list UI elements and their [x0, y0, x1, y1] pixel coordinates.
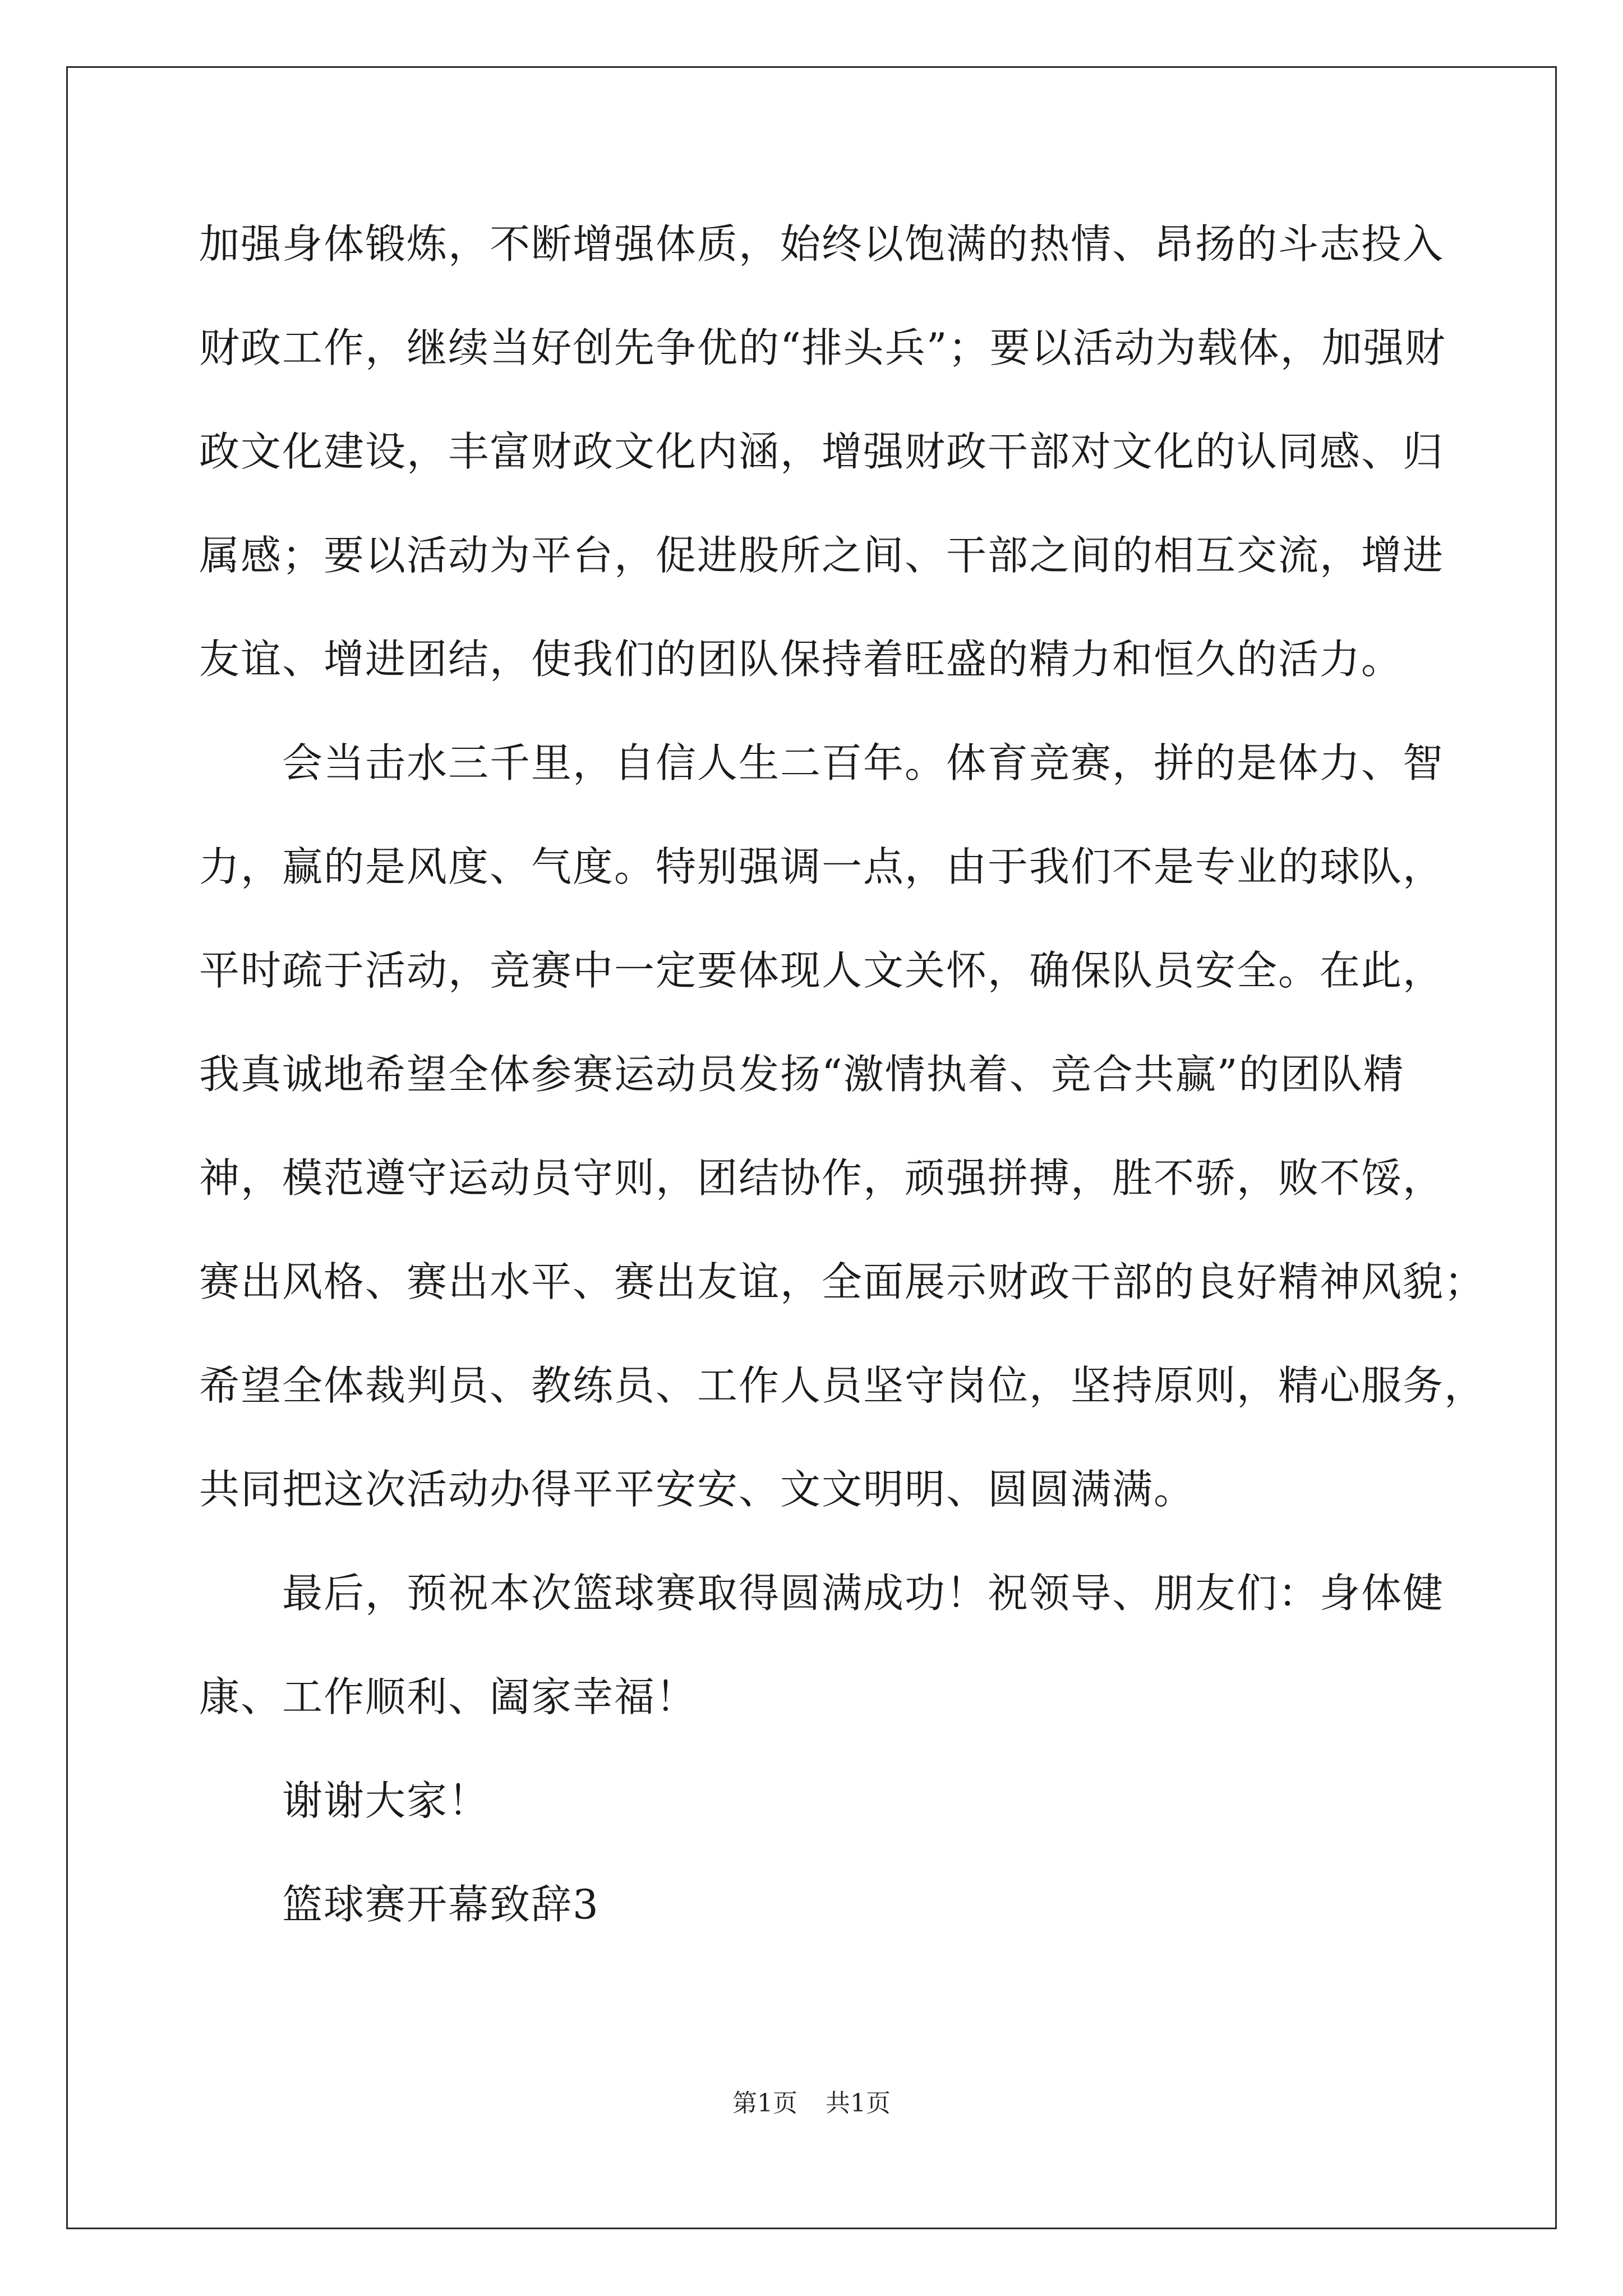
text-line: 神，模范遵守运动员守则，团结协作，顽强拼搏，胜不骄，败不馁， [199, 1154, 1445, 1202]
text-line: 赛出风格、赛出水平、赛出友谊，全面展示财政干部的良好精神风貌； [199, 1258, 1486, 1305]
text-line: 我真诚地希望全体参赛运动员发扬“激情执着、竞合共赢”的团队精 [199, 1051, 1405, 1098]
page-total: 共1页 [826, 2089, 891, 2118]
text-line: 最后，预祝本次篮球赛取得圆满成功！祝领导、朋友们：身体健 [199, 1570, 1445, 1617]
text-line: 属感；要以活动为平台，促进股所之间、干部之间的相互交流，增进 [199, 532, 1445, 579]
text-line: 篮球赛开幕致辞3 [199, 1881, 600, 1928]
text-line: 希望全体裁判员、教练员、工作人员坚守岗位，坚持原则，精心服务， [199, 1362, 1486, 1409]
text-line: 加强身体锻炼，不断增强体质，始终以饱满的热情、昂扬的斗志投入 [199, 220, 1445, 268]
text-line: 共同把这次活动办得平平安安、文文明明、圆圆满满。 [199, 1466, 1196, 1513]
text-line: 财政工作，继续当好创先争优的“排头兵”；要以活动为载体，加强财 [199, 324, 1446, 371]
text-line: 友谊、增进团结，使我们的团队保持着旺盛的精力和恒久的活力。 [199, 636, 1403, 683]
text-line: 平时疏于活动，竞赛中一定要体现人文关怀，确保队员安全。在此， [199, 947, 1445, 994]
text-line: 力，赢的是风度、气度。特别强调一点，由于我们不是专业的球队， [199, 843, 1445, 890]
page-footer [0, 2087, 1623, 2120]
text-line: 谢谢大家！ [199, 1777, 490, 1824]
page-number: 第1页 [732, 2089, 797, 2118]
text-line: 康、工作顺利、阖家幸福！ [199, 1673, 698, 1720]
text-line: 政文化建设，丰富财政文化内涵，增强财政干部对文化的认同感、归 [199, 428, 1445, 475]
text-line: 会当击水三千里，自信人生二百年。体育竞赛，拼的是体力、智 [199, 739, 1445, 786]
